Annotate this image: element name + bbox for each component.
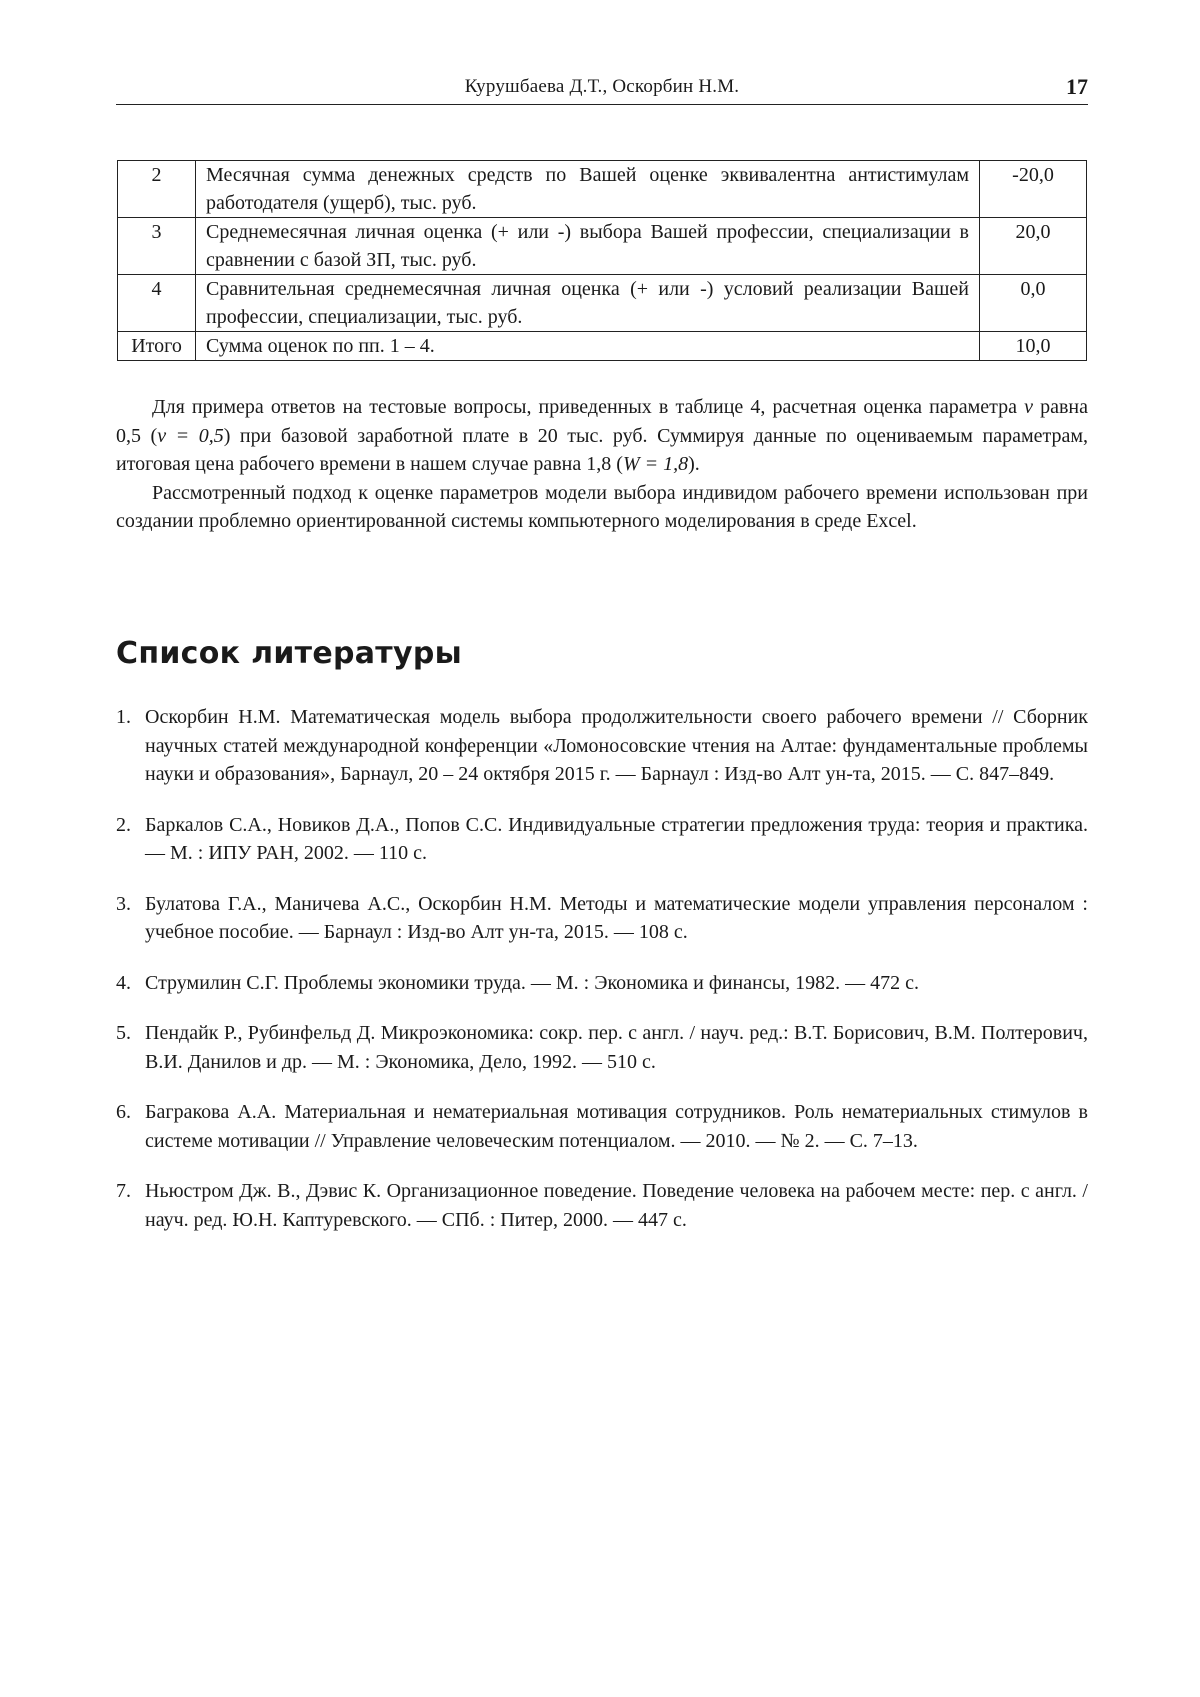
paragraph-text: ).	[688, 453, 700, 475]
reference-text: Ньюстром Дж. В., Дэвис К. Организационное поведение. Поведение человека на рабочем месте: пер. с англ. / науч. ред. Ю.Н. Каптуревского. — СПб. : Питер, 2000. — 447 с.	[145, 1180, 1088, 1231]
reference-item	[116, 703, 1088, 789]
reference-number: 4.	[116, 971, 131, 994]
math-equation-v: v = 0,5	[157, 424, 224, 447]
table-cell-desc: Месячная сумма денежных средств по Вашей оценке эквивалентна антистимулам работодателя (ущерб), тыс. руб.	[196, 161, 980, 218]
references-list	[116, 703, 1088, 1256]
table-cell-value: 20,0	[980, 218, 1087, 275]
paragraph-text: ) при базовой заработной плате в 20 тыс. руб. Суммируя данные по оцениваемым параметрам, итоговая цена рабочего времени в нашем случае равна 1,8 (	[116, 424, 1088, 475]
reference-item	[116, 1177, 1088, 1234]
page-number: 17	[1066, 74, 1088, 99]
paragraph-example	[116, 393, 1088, 479]
table-row	[118, 161, 1087, 218]
reference-text: Струмилин С.Г. Проблемы экономики труда. — М. : Экономика и финансы, 1982. — 472 с.	[145, 971, 919, 994]
reference-text: Оскорбин Н.М. Математическая модель выбора продолжительности своего рабочего времени // Сборник научных статей международной конференции «Ломоносовские чтения на Алтае: фундаментальные проблемы науки и образования», Барнаул, 20 – 24 октября 2015 г. — Барнаул : Изд-во Алт ун-та, 2015. — С. 847–849.	[145, 706, 1088, 785]
paragraph-text: Для примера ответов на тестовые вопросы, приведенных в таблице 4, расчетная оценка параметра	[152, 396, 1025, 418]
table-row-total	[118, 332, 1087, 361]
reference-number: 6.	[116, 1101, 131, 1123]
reference-item	[116, 1019, 1088, 1076]
table-cell-num: 4	[118, 275, 196, 332]
table-cell-num: 3	[118, 218, 196, 275]
reference-number: 5.	[116, 1022, 131, 1044]
reference-number: 7.	[116, 1180, 131, 1202]
math-equation-w: W = 1,8	[622, 453, 689, 475]
references-title: Список литературы	[116, 636, 463, 671]
reference-text: Пендайк Р., Рубинфельд Д. Микроэкономика: сокр. пер. с англ. / науч. ред.: В.Т. Борисович, В.М. Полтерович, В.И. Данилов и др. — М. : Экономика, Дело, 1992. — 510 с.	[145, 1022, 1088, 1073]
table-cell-desc: Сравнительная среднемесячная личная оценка (+ или -) условий реализации Вашей профессии, специализации, тыс. руб.	[196, 275, 980, 332]
table-cell-desc: Сумма оценок по пп. 1 – 4.	[196, 332, 980, 361]
table-row	[118, 218, 1087, 275]
table-cell-num: 2	[118, 161, 196, 218]
math-variable-v: v	[1024, 396, 1033, 418]
body-text	[116, 393, 1088, 536]
paragraph-text: равна 0,5 (	[116, 396, 1088, 447]
reference-item	[116, 811, 1088, 868]
running-head-authors: Курушбаева Д.Т., Оскорбин Н.М.	[464, 76, 740, 97]
table-cell-value: -20,0	[980, 161, 1087, 218]
reference-text: Баркалов С.А., Новиков Д.А., Попов С.С. Индивидуальные стратегии предложения труда: теория и практика. — М. : ИПУ РАН, 2002. — 110 с.	[145, 813, 1088, 864]
reference-item	[116, 1098, 1088, 1155]
table-cell-value: 0,0	[980, 275, 1087, 332]
reference-number: 2.	[116, 813, 131, 836]
table-cell-value: 10,0	[980, 332, 1087, 361]
paragraph-approach: Рассмотренный подход к оценке параметров модели выбора индивидом рабочего времени использован при создании проблемно ориентированной системы компьютерного моделирования в среде Excel.	[116, 481, 1088, 532]
table-row	[118, 275, 1087, 332]
table-cell-num: Итого	[118, 332, 196, 361]
reference-item	[116, 969, 1088, 998]
reference-number: 3.	[116, 892, 131, 915]
scores-table	[117, 160, 1087, 361]
reference-number: 1.	[116, 706, 131, 728]
reference-text: Багракова А.А. Материальная и нематериальная мотивация сотрудников. Роль нематериальных стимулов в системе мотивации // Управление человеческим потенциалом. — 2010. — № 2. — С. 7–13.	[145, 1101, 1088, 1152]
reference-text: Булатова Г.А., Маничева А.С., Оскорбин Н.М. Методы и математические модели управления персоналом : учебное пособие. — Барнаул : Изд-во Алт ун-та, 2015. — 108 с.	[145, 892, 1088, 943]
table-cell-desc: Среднемесячная личная оценка (+ или -) выбора Вашей профессии, специализации в сравнении с базой ЗП, тыс. руб.	[196, 218, 980, 275]
running-head	[116, 76, 1088, 105]
reference-item	[116, 890, 1088, 947]
